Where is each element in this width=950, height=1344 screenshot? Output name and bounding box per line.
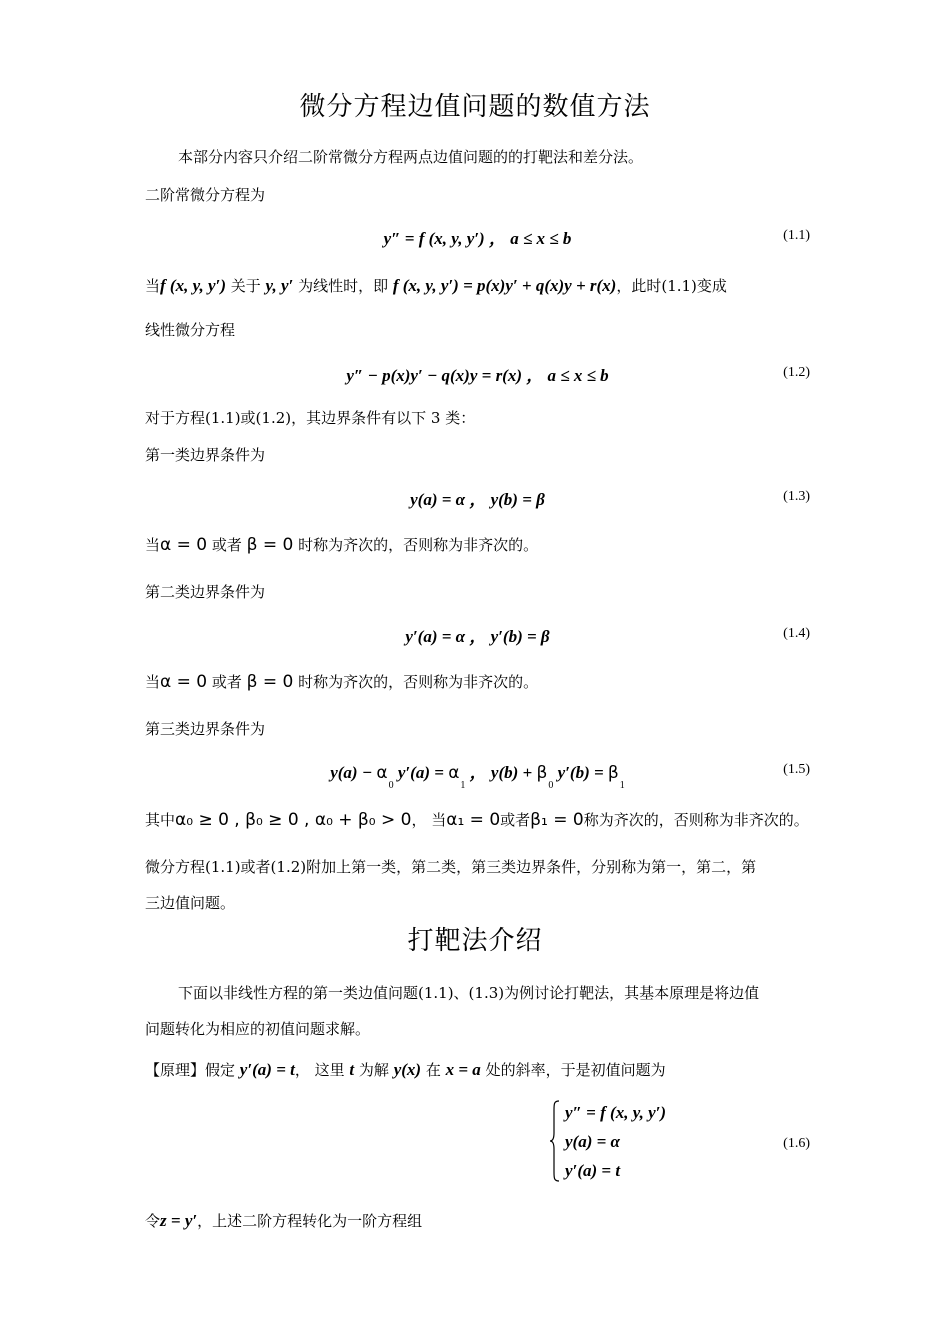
text-span: ， 当 (411, 811, 447, 829)
text-span: 时称为齐次的，否则称为非齐次的。 (293, 673, 539, 691)
text-span: 关于 (226, 277, 266, 295)
equation-1-1-body: y″ = f (x, y, y′) ， a ≤ x ≤ b (383, 229, 572, 248)
text-span: 称为齐次的，否则称为非齐次的。 (583, 811, 809, 829)
math-z-eq: z = y′ (160, 1211, 198, 1230)
equation-1-4-body: y′(a) = α ， y′(b) = β (405, 627, 550, 646)
math-beta-zero: β = 0 (246, 535, 294, 555)
equation-1-5-body: $y(a) - \alpha_0$ $y'(a) = \alpha_1$ ， $y(b) + \beta_0$ $y'(b) = \beta_1$ (330, 763, 625, 791)
equation-1-4 (145, 622, 810, 650)
bc2-label: 第二类边界条件为 (145, 583, 266, 601)
text-span: ，此时(1.1)变成 (616, 277, 727, 295)
equation-1-3 (145, 485, 810, 513)
classify-line-2: 三边值问题。 (145, 894, 236, 912)
text-span: 令 (145, 1212, 161, 1230)
bc3-note (145, 810, 810, 830)
text-span: 当 (145, 673, 161, 691)
math-yy: y, y′ (265, 276, 294, 295)
bc1-note (145, 535, 810, 555)
text-span: 处的斜率，于是初值问题为 (480, 1061, 666, 1079)
text-span: 或者 (500, 811, 531, 829)
text-span: 在 (421, 1061, 446, 1079)
text-span: ，上述二阶方程转化为一阶方程组 (197, 1212, 423, 1230)
last-line (145, 1211, 810, 1231)
math-beta1-zero: β₁ = 0 (530, 810, 584, 830)
principle-tag: 【原理】 (145, 1061, 206, 1079)
equation-1-5-number: (1.5) (783, 762, 810, 777)
text-span: 为解 (354, 1061, 394, 1079)
math-alpha-zero: α = 0 (160, 672, 208, 692)
classify-line-1: 微分方程(1.1)或者(1.2)附加上第一类，第二类，第三类边界条件，分别称为第一，第二，第 (145, 858, 757, 876)
text-span: 假定 (205, 1061, 240, 1079)
linear-ode-label: 线性微分方程 (145, 321, 236, 339)
equation-1-6-number: (1.6) (783, 1136, 810, 1151)
linear-condition-line (145, 276, 810, 296)
bc-intro: 对于方程(1.1)或(1.2)，其边界条件有以下 3 类： (145, 409, 476, 427)
text-span: 时称为齐次的，否则称为非齐次的。 (293, 536, 539, 554)
math-f: f (x, y, y′) (160, 276, 226, 295)
text-span: 为线性时，即 (293, 277, 393, 295)
equation-1-2-number: (1.2) (783, 365, 810, 380)
equation-1-2 (145, 361, 810, 389)
text-span: 或者 (207, 673, 247, 691)
system-line-3: y′(a) = t (565, 1161, 621, 1180)
intro-paragraph: 本部分内容只介绍二阶常微分方程两点边值问题的的打靶法和差分法。 (178, 148, 644, 166)
math-t: t (349, 1060, 355, 1079)
ode-label: 二阶常微分方程为 (145, 186, 266, 204)
section-title-shooting: 打靶法介绍 (407, 926, 543, 956)
math-linear-expr: f (x, y, y′) = p(x)y′ + q(x)y + r(x) (392, 276, 617, 295)
left-brace-icon (549, 1100, 561, 1182)
text-span: 当 (145, 536, 161, 554)
page-title: 微分方程边值问题的数值方法 (299, 92, 651, 122)
equation-1-5 (145, 758, 810, 791)
math-alpha1-zero: α₁ = 0 (446, 810, 501, 830)
system-line-1: y″ = f (x, y, y′) (565, 1103, 667, 1122)
equation-1-2-body: y″ − p(x)y′ − q(x)y = r(x) ， a ≤ x ≤ b (346, 366, 609, 385)
equation-1-3-body: y(a) = α ， y(b) = β (410, 490, 545, 509)
system-lines (565, 1098, 666, 1185)
math-yx: y(x) (393, 1060, 422, 1079)
equation-1-4-number: (1.4) (783, 626, 810, 641)
math-slope-eq: y′(a) = t (239, 1060, 295, 1079)
equation-1-3-number: (1.3) (783, 489, 810, 504)
principle-line (145, 1060, 810, 1080)
text-span: 其中 (145, 811, 176, 829)
bc1-label: 第一类边界条件为 (145, 446, 266, 464)
math-bc3-conditions: α₀ ≥ 0 , β₀ ≥ 0 , α₀ + β₀ > 0 (175, 810, 412, 830)
math-x-eq-a: x = a (445, 1060, 481, 1079)
math-alpha-zero: α = 0 (160, 535, 208, 555)
bc2-note (145, 672, 810, 692)
system-line-2: y(a) = α (565, 1132, 620, 1151)
text-span: ， 这里 (294, 1061, 350, 1079)
bc3-label: 第三类边界条件为 (145, 720, 266, 738)
equation-1-1 (145, 224, 810, 252)
math-beta-zero: β = 0 (246, 672, 294, 692)
text-span: 当 (145, 277, 161, 295)
text-span: 或者 (207, 536, 247, 554)
equation-system-1-6 (145, 1098, 810, 1190)
shoot-line-2: 问题转化为相应的初值问题求解。 (145, 1020, 371, 1038)
equation-1-1-number: (1.1) (783, 228, 810, 243)
shoot-line-1: 下面以非线性方程的第一类边值问题(1.1)、(1.3)为例讨论打靶法，其基本原理是将边值 (178, 984, 760, 1002)
